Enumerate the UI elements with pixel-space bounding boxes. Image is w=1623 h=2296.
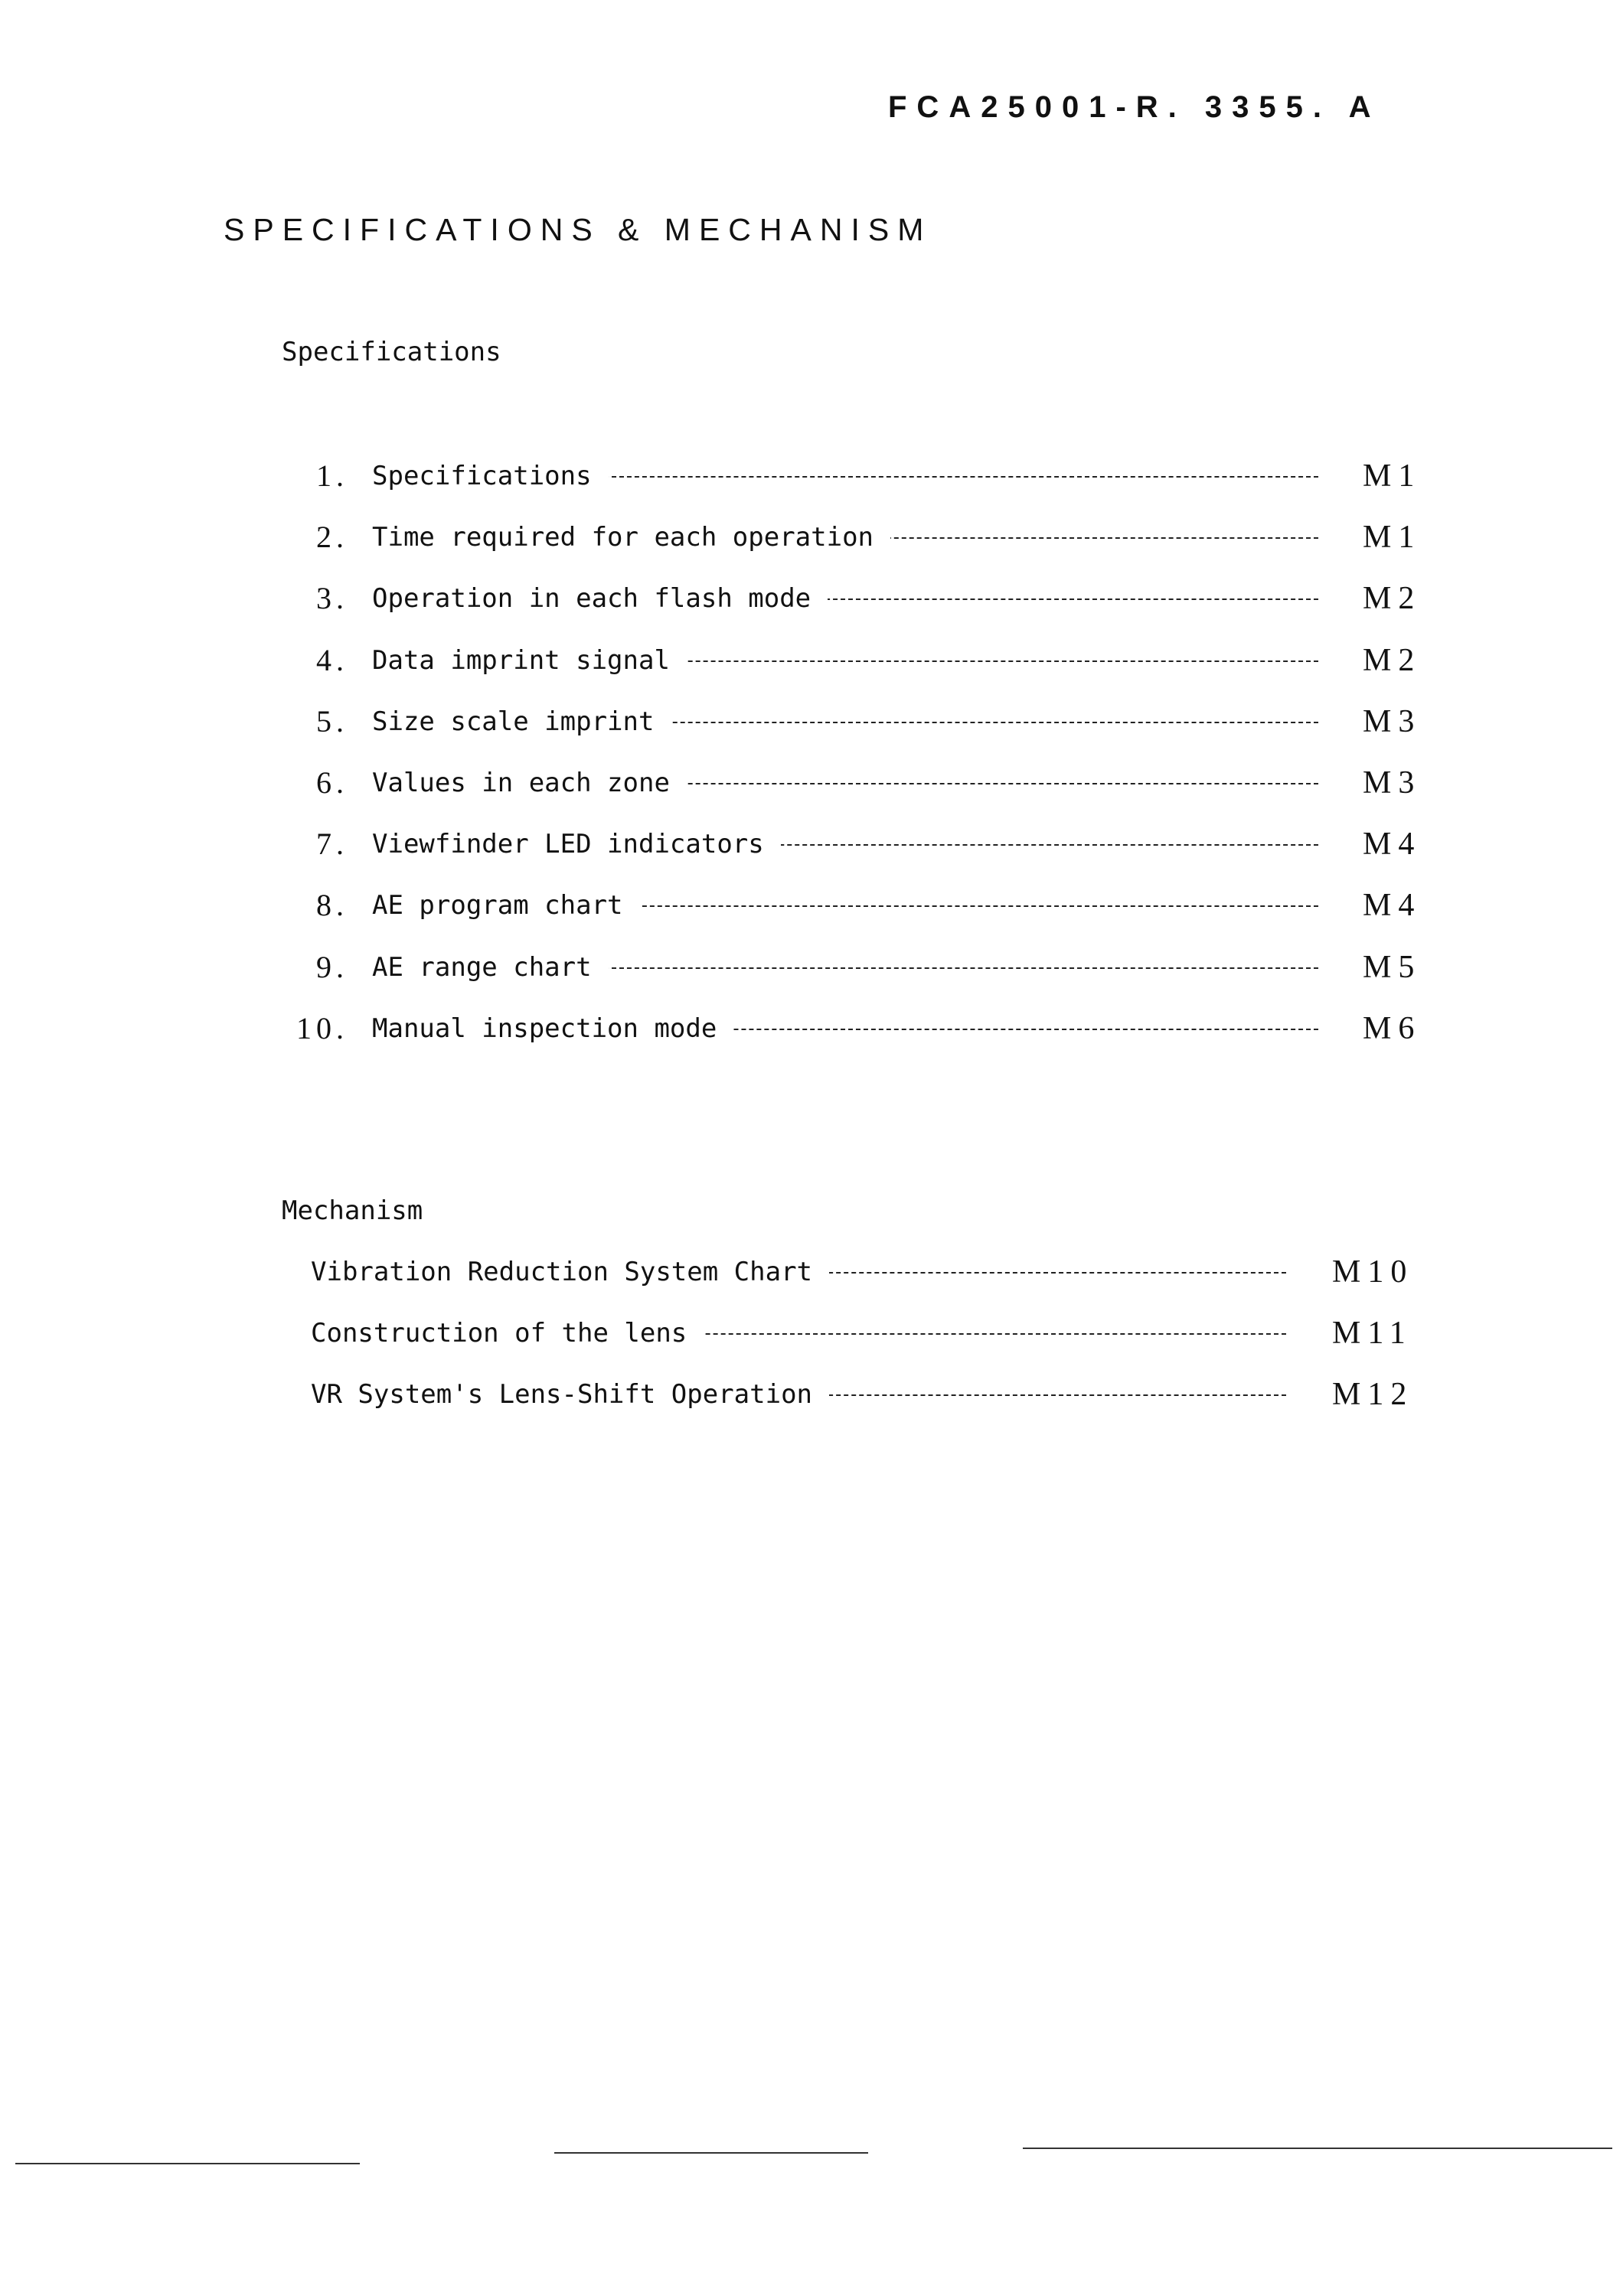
toc-entry xyxy=(0,762,1623,823)
toc-entry-title: Manual inspection mode xyxy=(372,1007,733,1050)
toc-entry-number: 7. xyxy=(316,827,348,862)
document-code: FCA25001-R. 3355. A xyxy=(888,90,1381,124)
page-title: SPECIFICATIONS & MECHANISM xyxy=(224,212,932,247)
toc-entry xyxy=(0,1312,1623,1373)
specifications-toc xyxy=(0,455,1623,1068)
toc-entry-number: 5. xyxy=(316,703,348,739)
toc-entry-number: 8. xyxy=(316,888,348,923)
toc-entry-title: Values in each zone xyxy=(372,762,687,804)
toc-entry xyxy=(0,1373,1623,1434)
toc-entry-title: Viewfinder LED indicators xyxy=(372,823,781,866)
toc-entry-title: Time required for each operation xyxy=(372,516,890,559)
mechanism-toc xyxy=(0,1251,1623,1435)
toc-entry xyxy=(0,516,1623,577)
toc-entry xyxy=(0,1007,1623,1068)
specifications-heading: Specifications xyxy=(282,337,501,367)
toc-entry xyxy=(0,884,1623,945)
toc-entry xyxy=(0,946,1623,1007)
toc-entry-number: 10. xyxy=(296,1010,348,1045)
mechanism-heading: Mechanism xyxy=(282,1195,423,1226)
toc-entry-title: Data imprint signal xyxy=(372,639,687,682)
toc-entry-title: AE program chart xyxy=(372,884,640,927)
toc-entry-number: 1. xyxy=(316,458,348,493)
toc-entry-page: M1 xyxy=(1363,520,1422,556)
toc-entry-number: 2. xyxy=(316,520,348,555)
toc-entry-page: M11 xyxy=(1332,1316,1412,1352)
toc-entry-number: 4. xyxy=(316,642,348,677)
footer-rule xyxy=(554,2152,868,2154)
toc-entry-page: M6 xyxy=(1363,1010,1422,1046)
toc-entry-page: M3 xyxy=(1363,765,1422,801)
toc-entry-title: Size scale imprint xyxy=(372,700,671,743)
footer-rule xyxy=(1023,2148,1612,2149)
toc-entry xyxy=(0,700,1623,762)
toc-entry-page: M4 xyxy=(1363,888,1422,924)
toc-entry-page: M3 xyxy=(1363,703,1422,739)
toc-entry-title: AE range chart xyxy=(372,946,609,989)
toc-entry-page: M10 xyxy=(1332,1254,1414,1290)
toc-entry xyxy=(0,455,1623,516)
toc-entry xyxy=(0,823,1623,884)
toc-entry-page: M2 xyxy=(1363,581,1422,617)
toc-entry-title: Specifications xyxy=(372,455,609,497)
toc-entry-title: Operation in each flash mode xyxy=(372,577,828,620)
toc-entry-number: 9. xyxy=(316,949,348,984)
toc-entry xyxy=(0,1251,1623,1312)
toc-entry-number: 6. xyxy=(316,765,348,800)
toc-entry xyxy=(0,639,1623,700)
toc-entry-title: Vibration Reduction System Chart xyxy=(311,1251,829,1293)
toc-entry-page: M1 xyxy=(1363,458,1422,494)
toc-entry-page: M5 xyxy=(1363,949,1422,985)
toc-entry-title: VR System's Lens-Shift Operation xyxy=(311,1373,829,1416)
footer-rule xyxy=(15,2163,360,2164)
toc-entry-page: M2 xyxy=(1363,642,1422,678)
toc-entry xyxy=(0,577,1623,638)
toc-entry-page: M4 xyxy=(1363,827,1422,863)
toc-entry-page: M12 xyxy=(1332,1377,1414,1413)
toc-entry-title: Construction of the lens xyxy=(311,1312,704,1355)
toc-entry-number: 3. xyxy=(316,581,348,616)
